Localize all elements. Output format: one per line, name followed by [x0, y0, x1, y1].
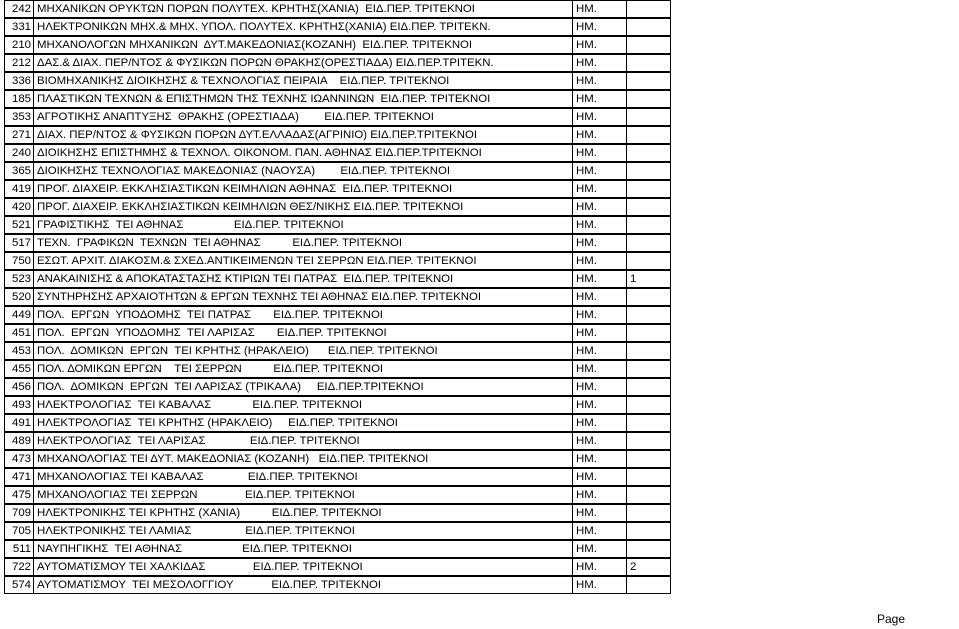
table-row	[5, 432, 671, 450]
row-code: 473	[5, 450, 34, 468]
row-department: ΗΛΕΚΤΡΟΝΙΚΗΣ ΤΕΙ ΛΑΜΙΑΣ ΕΙΔ.ΠΕΡ. ΤΡΙΤΕΚΝΟΙ	[34, 522, 573, 540]
row-count	[627, 324, 671, 342]
row-count	[627, 234, 671, 252]
row-department: ΠΡΟΓ. ΔΙΑΧΕΙΡ. ΕΚΚΛΗΣΙΑΣΤΙΚΩΝ ΚΕΙΜΗΛΙΩΝ ΘΕΣ/ΝΙΚΗΣ ΕΙΔ.ΠΕΡ. ΤΡΙΤΕΚΝΟΙ	[34, 198, 573, 216]
row-department: ΜΗΧΑΝΟΛΟΓΙΑΣ ΤΕΙ ΣΕΡΡΩΝ ΕΙΔ.ΠΕΡ. ΤΡΙΤΕΚΝΟΙ	[34, 486, 573, 504]
row-department: ΔΑΣ.& ΔΙΑΧ. ΠΕΡ/ΝΤΟΣ & ΦΥΣΙΚΩΝ ΠΟΡΩΝ ΘΡΑΚΗΣ(ΟΡΕΣΤΙΑΔΑ) ΕΙΔ.ΠΕΡ.ΤΡΙΤΕΚΝ.	[34, 54, 573, 72]
row-type: ΗΜ.	[573, 414, 627, 432]
row-type: ΗΜ.	[573, 540, 627, 558]
row-count	[627, 36, 671, 54]
row-department: ΕΣΩΤ. ΑΡΧΙΤ. ΔΙΑΚΟΣΜ.& ΣΧΕΔ.ΑΝΤΙΚΕΙΜΕΝΩΝ ΤΕΙ ΣΕΡΡΩΝ ΕΙΔ.ΠΕΡ. ΤΡΙΤΕΚΝΟΙ	[34, 252, 573, 270]
row-count	[627, 576, 671, 594]
row-type: ΗΜ.	[573, 90, 627, 108]
row-code: 451	[5, 324, 34, 342]
row-department: ΑΝΑΚΑΙΝΙΣΗΣ & ΑΠΟΚΑΤΑΣΤΑΣΗΣ ΚΤΙΡΙΩΝ ΤΕΙ ΠΑΤΡΑΣ ΕΙΔ.ΠΕΡ. ΤΡΙΤΕΚΝΟΙ	[34, 270, 573, 288]
row-department: ΔΙΑΧ. ΠΕΡ/ΝΤΟΣ & ΦΥΣΙΚΩΝ ΠΟΡΩΝ ΔΥΤ.ΕΛΛΑΔΑΣ(ΑΓΡΙΝΙΟ) ΕΙΔ.ΠΕΡ.ΤΡΙΤΕΚΝΟΙ	[34, 126, 573, 144]
row-department: ΜΗΧΑΝΟΛΟΓΙΑΣ ΤΕΙ ΚΑΒΑΛΑΣ ΕΙΔ.ΠΕΡ. ΤΡΙΤΕΚΝΟΙ	[34, 468, 573, 486]
row-code: 489	[5, 432, 34, 450]
row-count	[627, 162, 671, 180]
table-row	[5, 234, 671, 252]
row-count	[627, 90, 671, 108]
row-department: ΠΟΛ. ΔΟΜΙΚΩΝ ΕΡΓΩΝ ΤΕΙ ΣΕΡΡΩΝ ΕΙΔ.ΠΕΡ. ΤΡΙΤΕΚΝΟΙ	[34, 360, 573, 378]
row-type: ΗΜ.	[573, 72, 627, 90]
row-count	[627, 216, 671, 234]
row-department: ΒΙΟΜΗΧΑΝΙΚΗΣ ΔΙΟΙΚΗΣΗΣ & ΤΕΧΝΟΛΟΓΙΑΣ ΠΕΙΡΑΙΑ ΕΙΔ.ΠΕΡ. ΤΡΙΤΕΚΝΟΙ	[34, 72, 573, 90]
row-code: 523	[5, 270, 34, 288]
row-count: 2	[627, 558, 671, 576]
row-count	[627, 468, 671, 486]
row-type: ΗΜ.	[573, 522, 627, 540]
table-row	[5, 522, 671, 540]
table-row	[5, 180, 671, 198]
row-type: ΗΜ.	[573, 306, 627, 324]
table-row	[5, 90, 671, 108]
row-department: ΓΡΑΦΙΣΤΙΚΗΣ ΤΕΙ ΑΘΗΝΑΣ ΕΙΔ.ΠΕΡ. ΤΡΙΤΕΚΝΟΙ	[34, 216, 573, 234]
row-code: 705	[5, 522, 34, 540]
table-row	[5, 306, 671, 324]
table-row	[5, 72, 671, 90]
row-code: 574	[5, 576, 34, 594]
table-row	[5, 360, 671, 378]
row-department: ΠΟΛ. ΔΟΜΙΚΩΝ ΕΡΓΩΝ ΤΕΙ ΛΑΡΙΣΑΣ (ΤΡΙΚΑΛΑ) ΕΙΔ.ΠΕΡ.ΤΡΙΤΕΚΝΟΙ	[34, 378, 573, 396]
row-type: ΗΜ.	[573, 54, 627, 72]
row-type: ΗΜ.	[573, 1, 627, 19]
row-department: ΔΙΟΙΚΗΣΗΣ ΕΠΙΣΤΗΜΗΣ & ΤΕΧΝΟΛ. ΟΙΚΟΝΟΜ. ΠΑΝ. ΑΘΗΝΑΣ ΕΙΔ.ΠΕΡ.ΤΡΙΤΕΚΝΟΙ	[34, 144, 573, 162]
row-type: ΗΜ.	[573, 36, 627, 54]
row-department: ΝΑΥΠΗΓΙΚΗΣ ΤΕΙ ΑΘΗΝΑΣ ΕΙΔ.ΠΕΡ. ΤΡΙΤΕΚΝΟΙ	[34, 540, 573, 558]
row-code: 336	[5, 72, 34, 90]
row-count	[627, 504, 671, 522]
table-row	[5, 1, 671, 19]
row-department: ΑΥΤΟΜΑΤΙΣΜΟΥ ΤΕΙ ΜΕΣΟΛΟΓΓΙΟΥ ΕΙΔ.ΠΕΡ. ΤΡΙΤΕΚΝΟΙ	[34, 576, 573, 594]
row-type: ΗΜ.	[573, 450, 627, 468]
row-count	[627, 432, 671, 450]
table-row	[5, 126, 671, 144]
row-department: ΑΥΤΟΜΑΤΙΣΜΟΥ ΤΕΙ ΧΑΛΚΙΔΑΣ ΕΙΔ.ΠΕΡ. ΤΡΙΤΕΚΝΟΙ	[34, 558, 573, 576]
row-count	[627, 342, 671, 360]
row-type: ΗΜ.	[573, 270, 627, 288]
row-code: 185	[5, 90, 34, 108]
table-row	[5, 558, 671, 576]
row-code: 475	[5, 486, 34, 504]
table-row	[5, 486, 671, 504]
page-footer: Page	[876, 612, 905, 626]
row-type: ΗΜ.	[573, 252, 627, 270]
row-count	[627, 396, 671, 414]
row-department: ΜΗΧΑΝΙΚΩΝ ΟΡΥΚΤΩΝ ΠΟΡΩΝ ΠΟΛΥΤΕΧ. ΚΡΗΤΗΣ(ΧΑΝΙΑ) ΕΙΔ.ΠΕΡ. ΤΡΙΤΕΚΝΟΙ	[34, 1, 573, 19]
table-row	[5, 144, 671, 162]
row-code: 491	[5, 414, 34, 432]
table-row	[5, 162, 671, 180]
row-code: 449	[5, 306, 34, 324]
table-row	[5, 396, 671, 414]
row-department: ΠΟΛ. ΔΟΜΙΚΩΝ ΕΡΓΩΝ ΤΕΙ ΚΡΗΤΗΣ (ΗΡΑΚΛΕΙΟ) ΕΙΔ.ΠΕΡ. ΤΡΙΤΕΚΝΟΙ	[34, 342, 573, 360]
row-code: 722	[5, 558, 34, 576]
table-row	[5, 324, 671, 342]
table-row	[5, 108, 671, 126]
row-department: ΔΙΟΙΚΗΣΗΣ ΤΕΧΝΟΛΟΓΙΑΣ ΜΑΚΕΔΟΝΙΑΣ (ΝΑΟΥΣΑ) ΕΙΔ.ΠΕΡ. ΤΡΙΤΕΚΝΟΙ	[34, 162, 573, 180]
table-row	[5, 414, 671, 432]
row-type: ΗΜ.	[573, 576, 627, 594]
table-row	[5, 468, 671, 486]
row-code: 419	[5, 180, 34, 198]
table-row	[5, 54, 671, 72]
row-count	[627, 18, 671, 36]
row-code: 420	[5, 198, 34, 216]
row-department: ΜΗΧΑΝΟΛΟΓΩΝ ΜΗΧΑΝΙΚΩΝ ΔΥΤ.ΜΑΚΕΔΟΝΙΑΣ(ΚΟΖΑΝΗ) ΕΙΔ.ΠΕΡ. ΤΡΙΤΕΚΝΟΙ	[34, 36, 573, 54]
row-type: ΗΜ.	[573, 108, 627, 126]
row-type: ΗΜ.	[573, 504, 627, 522]
table-row	[5, 18, 671, 36]
row-type: ΗΜ.	[573, 126, 627, 144]
table-row	[5, 342, 671, 360]
row-code: 240	[5, 144, 34, 162]
table-row	[5, 540, 671, 558]
row-type: ΗΜ.	[573, 396, 627, 414]
row-code: 365	[5, 162, 34, 180]
row-count	[627, 144, 671, 162]
row-count	[627, 306, 671, 324]
row-type: ΗΜ.	[573, 234, 627, 252]
row-type: ΗΜ.	[573, 18, 627, 36]
row-department: ΗΛΕΚΤΡΟΛΟΓΙΑΣ ΤΕΙ ΚΑΒΑΛΑΣ ΕΙΔ.ΠΕΡ. ΤΡΙΤΕΚΝΟΙ	[34, 396, 573, 414]
row-code: 353	[5, 108, 34, 126]
row-count: 1	[627, 270, 671, 288]
row-type: ΗΜ.	[573, 180, 627, 198]
row-count	[627, 72, 671, 90]
row-code: 456	[5, 378, 34, 396]
row-type: ΗΜ.	[573, 468, 627, 486]
row-count	[627, 522, 671, 540]
table-row	[5, 288, 671, 306]
row-count	[627, 252, 671, 270]
table-row	[5, 198, 671, 216]
row-count	[627, 378, 671, 396]
row-code: 511	[5, 540, 34, 558]
row-type: ΗΜ.	[573, 360, 627, 378]
table-row	[5, 36, 671, 54]
row-code: 455	[5, 360, 34, 378]
row-code: 471	[5, 468, 34, 486]
row-count	[627, 288, 671, 306]
row-type: ΗΜ.	[573, 198, 627, 216]
row-code: 493	[5, 396, 34, 414]
table-row	[5, 450, 671, 468]
row-count	[627, 450, 671, 468]
row-type: ΗΜ.	[573, 486, 627, 504]
row-department: ΗΛΕΚΤΡΟΝΙΚΩΝ ΜΗΧ.& ΜΗΧ. ΥΠΟΛ. ΠΟΛΥΤΕΧ. ΚΡΗΤΗΣ(ΧΑΝΙΑ) ΕΙΔ.ΠΕΡ. ΤΡΙΤΕΚΝ.	[34, 18, 573, 36]
row-type: ΗΜ.	[573, 558, 627, 576]
row-department: ΜΗΧΑΝΟΛΟΓΙΑΣ ΤΕΙ ΔΥΤ. ΜΑΚΕΔΟΝΙΑΣ (ΚΟΖΑΝΗ) ΕΙΔ.ΠΕΡ. ΤΡΙΤΕΚΝΟΙ	[34, 450, 573, 468]
row-type: ΗΜ.	[573, 342, 627, 360]
row-type: ΗΜ.	[573, 288, 627, 306]
row-department: ΠΟΛ. ΕΡΓΩΝ ΥΠΟΔΟΜΗΣ ΤΕΙ ΠΑΤΡΑΣ ΕΙΔ.ΠΕΡ. ΤΡΙΤΕΚΝΟΙ	[34, 306, 573, 324]
table-row	[5, 270, 671, 288]
row-department: ΗΛΕΚΤΡΟΛΟΓΙΑΣ ΤΕΙ ΚΡΗΤΗΣ (ΗΡΑΚΛΕΙΟ) ΕΙΔ.ΠΕΡ. ΤΡΙΤΕΚΝΟΙ	[34, 414, 573, 432]
row-department: ΤΕΧΝ. ΓΡΑΦΙΚΩΝ ΤΕΧΝΩΝ ΤΕΙ ΑΘΗΝΑΣ ΕΙΔ.ΠΕΡ. ΤΡΙΤΕΚΝΟΙ	[34, 234, 573, 252]
table-row	[5, 504, 671, 522]
row-department: ΣΥΝΤΗΡΗΣΗΣ ΑΡΧΑΙΟΤΗΤΩΝ & ΕΡΓΩΝ ΤΕΧΝΗΣ ΤΕΙ ΑΘΗΝΑΣ ΕΙΔ.ΠΕΡ. ΤΡΙΤΕΚΝΟΙ	[34, 288, 573, 306]
row-count	[627, 180, 671, 198]
table-row	[5, 378, 671, 396]
row-code: 212	[5, 54, 34, 72]
row-department: ΠΛΑΣΤΙΚΩΝ ΤΕΧΝΩΝ & ΕΠΙΣΤΗΜΩΝ ΤΗΣ ΤΕΧΝΗΣ ΙΩΑΝΝΙΝΩΝ ΕΙΔ.ΠΕΡ. ΤΡΙΤΕΚΝΟΙ	[34, 90, 573, 108]
row-count	[627, 414, 671, 432]
row-count	[627, 486, 671, 504]
row-code: 331	[5, 18, 34, 36]
row-code: 453	[5, 342, 34, 360]
row-code: 750	[5, 252, 34, 270]
row-code: 520	[5, 288, 34, 306]
row-code: 210	[5, 36, 34, 54]
row-code: 521	[5, 216, 34, 234]
row-code: 271	[5, 126, 34, 144]
results-table	[4, 0, 671, 594]
row-code: 709	[5, 504, 34, 522]
row-department: ΗΛΕΚΤΡΟΝΙΚΗΣ ΤΕΙ ΚΡΗΤΗΣ (ΧΑΝΙΑ) ΕΙΔ.ΠΕΡ. ΤΡΙΤΕΚΝΟΙ	[34, 504, 573, 522]
row-type: ΗΜ.	[573, 162, 627, 180]
row-count	[627, 360, 671, 378]
row-type: ΗΜ.	[573, 144, 627, 162]
row-department: ΠΡΟΓ. ΔΙΑΧΕΙΡ. ΕΚΚΛΗΣΙΑΣΤΙΚΩΝ ΚΕΙΜΗΛΙΩΝ ΑΘΗΝΑΣ ΕΙΔ.ΠΕΡ. ΤΡΙΤΕΚΝΟΙ	[34, 180, 573, 198]
row-type: ΗΜ.	[573, 432, 627, 450]
table-row	[5, 252, 671, 270]
row-count	[627, 54, 671, 72]
row-department: ΑΓΡΟΤΙΚΗΣ ΑΝΑΠΤΥΞΗΣ ΘΡΑΚΗΣ (ΟΡΕΣΤΙΑΔΑ) ΕΙΔ.ΠΕΡ. ΤΡΙΤΕΚΝΟΙ	[34, 108, 573, 126]
row-count	[627, 1, 671, 19]
row-type: ΗΜ.	[573, 216, 627, 234]
row-department: ΗΛΕΚΤΡΟΛΟΓΙΑΣ ΤΕΙ ΛΑΡΙΣΑΣ ΕΙΔ.ΠΕΡ. ΤΡΙΤΕΚΝΟΙ	[34, 432, 573, 450]
table-row	[5, 216, 671, 234]
row-department: ΠΟΛ. ΕΡΓΩΝ ΥΠΟΔΟΜΗΣ ΤΕΙ ΛΑΡΙΣΑΣ ΕΙΔ.ΠΕΡ. ΤΡΙΤΕΚΝΟΙ	[34, 324, 573, 342]
row-code: 242	[5, 1, 34, 19]
row-count	[627, 540, 671, 558]
table-row	[5, 576, 671, 594]
row-type: ΗΜ.	[573, 324, 627, 342]
row-code: 517	[5, 234, 34, 252]
row-count	[627, 126, 671, 144]
row-count	[627, 198, 671, 216]
row-type: ΗΜ.	[573, 378, 627, 396]
row-count	[627, 108, 671, 126]
